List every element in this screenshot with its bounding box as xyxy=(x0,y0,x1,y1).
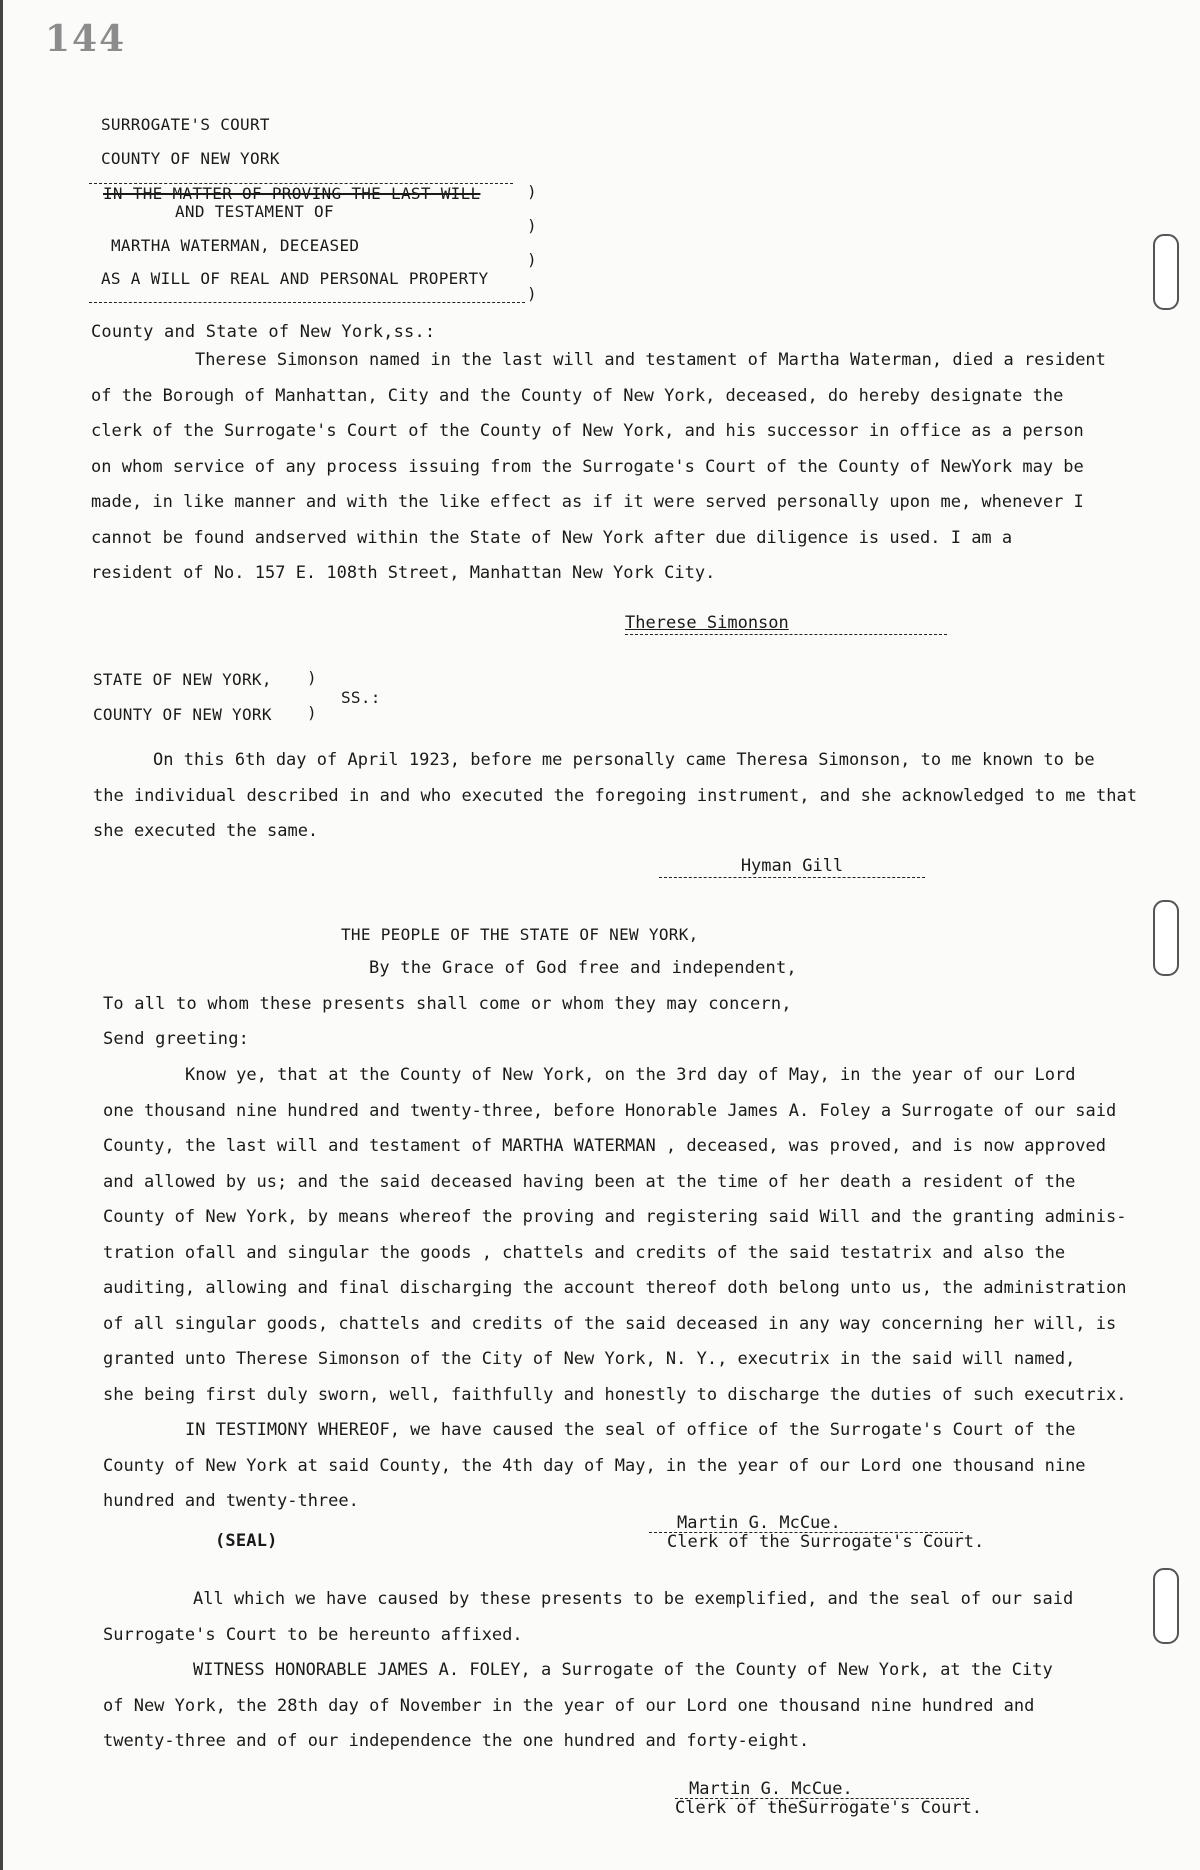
court-name: SURROGATE'S COURT xyxy=(101,115,270,134)
text-line: WITNESS HONORABLE JAMES A. FOLEY, a Surrogate of the County of New York, at the City xyxy=(193,1660,1053,1680)
matter-line-1: IN THE MATTER OF PROVING THE LAST WILL xyxy=(103,184,481,203)
text-line: All which we have caused by these presents to be exemplified, and the seal of our said xyxy=(193,1589,1074,1609)
letters-greeting: Send greeting: xyxy=(103,1029,250,1049)
letters-address: To all to whom these presents shall come or whom they may concern, xyxy=(103,994,792,1014)
matter-line-2: AND TESTAMENT OF xyxy=(175,202,334,221)
letters-body xyxy=(103,1058,1127,1413)
text-line: of the Borough of Manhattan, City and the County of New York, deceased, do hereby designate the xyxy=(91,385,1064,406)
ack-signature: Hyman Gill xyxy=(740,856,844,876)
designation-signature: Therese Simonson xyxy=(625,613,789,633)
text-line: On this 6th day of April 1923, before me personally came Theresa Simonson, to me known to be xyxy=(153,750,1095,770)
testimony-body xyxy=(103,1413,1086,1520)
text-line: made, in like manner and with the like effect as if it were served personally upon me, whenever I xyxy=(91,492,1084,512)
clerk-signature-block-2 xyxy=(675,1780,995,1817)
caption-paren-4: ) xyxy=(527,284,537,303)
text-line: resident of No. 157 E. 108th Street, Manhattan New York City. xyxy=(91,563,716,583)
text-line: Know ye, that at the County of New York, on the 3rd day of May, in the year of our Lord xyxy=(185,1065,1076,1085)
text-line: County of New York, by means whereof the proving and registering said Will and the granting adminis- xyxy=(103,1207,1127,1227)
text-line: auditing, allowing and final discharging the account thereof doth belong unto us, the administration xyxy=(103,1278,1127,1298)
text-line: County of New York at said County, the 4th day of May, in the year of our Lord one thousand nine xyxy=(103,1455,1086,1476)
will-type: AS A WILL OF REAL AND PERSONAL PROPERTY xyxy=(101,269,489,288)
binder-hole-bottom xyxy=(1153,1568,1179,1644)
binder-hole-top xyxy=(1153,234,1179,310)
designation-signature-line xyxy=(625,613,947,635)
ack-ss: SS.: xyxy=(341,688,381,707)
letters-subheading: By the Grace of God free and independent, xyxy=(369,958,797,978)
seal-mark: (SEAL) xyxy=(215,1531,278,1551)
text-line: tration ofall and singular the goods , chattels and credits of the said testatrix and also the xyxy=(103,1242,1066,1263)
ack-state: STATE OF NEW YORK, xyxy=(93,670,272,689)
text-line: IN TESTIMONY WHEREOF, we have caused the seal of office of the Surrogate's Court of the xyxy=(185,1420,1076,1440)
text-line: and allowed by us; and the said deceased having been at the time of her death a resident of the xyxy=(103,1171,1076,1192)
text-line: on whom service of any process issuing from the Surrogate's Court of the County of NewYork may be xyxy=(91,456,1084,477)
ack-paren-1: ) xyxy=(307,668,317,687)
text-line: clerk of the Surrogate's Court of the County of New York, and his successor in office as a person xyxy=(91,421,1084,441)
ack-signature-line xyxy=(659,856,925,878)
text-line: granted unto Therese Simonson of the City of New York, N. Y., executrix in the said will named, xyxy=(103,1349,1076,1369)
designation-body xyxy=(91,343,1106,592)
text-line: she executed the same. xyxy=(93,821,319,841)
caption-bottom-rule xyxy=(89,302,525,303)
text-line: one thousand nine hundred and twenty-three, before Honorable James A. Foley a Surrogate of our said xyxy=(103,1100,1117,1121)
caption-paren-2: ) xyxy=(527,216,537,235)
ack-paren-2: ) xyxy=(307,703,317,722)
designation-venue: County and State of New York,ss.: xyxy=(91,322,436,342)
text-line: cannot be found andserved within the State of New York after due diligence is used. I am a xyxy=(91,527,1013,548)
court-county: COUNTY OF NEW YORK xyxy=(101,149,280,168)
text-line: County, the last will and testament of MARTHA WATERMAN , deceased, was proved, and is now approved xyxy=(103,1136,1107,1156)
ack-county: COUNTY OF NEW YORK xyxy=(93,705,272,724)
binder-hole-middle xyxy=(1153,900,1179,976)
text-line: she being first duly sworn, well, faithfully and honestly to discharge the duties of such executrix. xyxy=(103,1384,1127,1405)
decedent-name: MARTHA WATERMAN, DECEASED xyxy=(111,236,360,255)
clerk-signature-block-1 xyxy=(649,1514,989,1551)
text-line: Surrogate's Court to be hereunto affixed. xyxy=(103,1624,523,1645)
text-line: hundred and twenty-three. xyxy=(103,1491,359,1511)
clerk-title-2: Clerk of theSurrogate's Court. xyxy=(675,1798,983,1818)
acknowledgment-body xyxy=(93,743,1137,850)
text-line: Therese Simonson named in the last will and testament of Martha Waterman, died a resident xyxy=(195,350,1106,370)
letters-heading: THE PEOPLE OF THE STATE OF NEW YORK, xyxy=(341,925,699,944)
text-line: of New York, the 28th day of November in the year of our Lord one thousand nine hundred and xyxy=(103,1695,1035,1716)
caption-paren-1: ) xyxy=(527,182,537,201)
caption-paren-3: ) xyxy=(527,250,537,269)
exemplification-body xyxy=(103,1582,1073,1760)
text-line: twenty-three and of our independence the one hundred and forty-eight. xyxy=(103,1731,810,1751)
clerk-signature-2: Martin G. McCue. xyxy=(675,1780,969,1799)
page-number: 144 xyxy=(45,18,127,60)
clerk-title-1: Clerk of the Surrogate's Court. xyxy=(667,1532,985,1552)
clerk-signature-1: Martin G. McCue. xyxy=(649,1514,963,1533)
text-line: the individual described in and who executed the foregoing instrument, and she acknowledged to me that xyxy=(93,785,1137,806)
text-line: of all singular goods, chattels and credits of the said deceased in any way concerning her will, is xyxy=(103,1313,1117,1334)
